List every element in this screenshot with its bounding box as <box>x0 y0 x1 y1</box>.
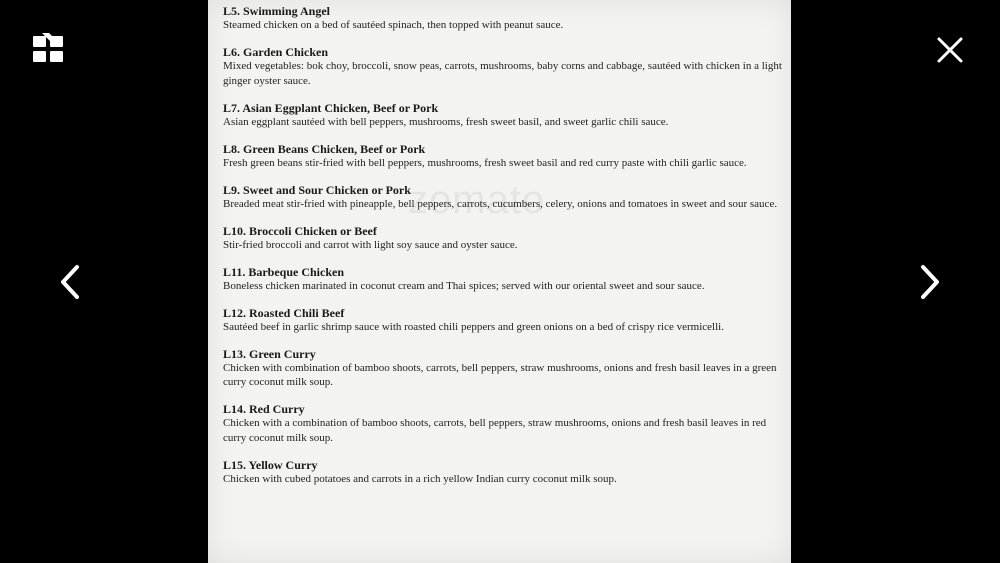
menu-item-description: Steamed chicken on a bed of sautéed spinach, then topped with peanut sauce. <box>223 19 564 31</box>
menu-item-description: Chicken with combination of bamboo shoots, carrots, bell peppers, straw mushrooms, onions and fresh basil leaves in a green curry coconut milk soup. <box>223 361 777 388</box>
menu-item-title: L15. Yellow Curry <box>223 457 318 472</box>
menu-item <box>223 347 783 390</box>
menu-item-title: L11. Barbeque Chicken <box>223 264 345 279</box>
chevron-right-icon[interactable] <box>915 262 945 302</box>
menu-item-description: Fresh green beans stir-fried with bell peppers, mushrooms, fresh sweet basil and red curry paste with chili garlic sauce. <box>223 156 747 169</box>
menu-item-description: Breaded meat stir-fried with pineapple, bell peppers, carrots, cucumbers, celery, onions and tomatoes in sweet and sour sauce. <box>223 197 778 210</box>
menu-item-title: L7. Asian Eggplant Chicken, Beef or Pork <box>223 100 439 115</box>
menu-item-description: Sautéed beef in garlic shrimp sauce with roasted chili peppers and green onions on a bed of crispy rice vermicelli. <box>223 320 724 333</box>
menu-item <box>223 183 783 212</box>
menu-list <box>223 4 783 499</box>
menu-item-description: Boneless chicken marinated in coconut cream and Thai spices; served with our oriental sweet and sour sauce. <box>223 279 705 292</box>
menu-item-title: L12. Roasted Chili Beef <box>223 305 345 320</box>
menu-item-description: Mixed vegetables: bok choy, broccoli, snow peas, carrots, mushrooms, baby corns and cabbage, sautéed with chicken in a light ginger oyster sauce. <box>223 60 782 87</box>
menu-item-title: L14. Red Curry <box>223 402 305 416</box>
menu-item-description: Chicken with cubed potatoes and carrots in a rich yellow Indian curry coconut milk soup. <box>223 472 617 485</box>
chevron-left-icon[interactable] <box>55 262 85 302</box>
menu-item <box>223 402 783 445</box>
menu-item <box>223 458 783 487</box>
menu-item-title: L5. Swimming Angel <box>223 4 331 18</box>
menu-item <box>223 4 783 33</box>
menu-item-title: L8. Green Beans Chicken, Beef or Pork <box>223 141 426 156</box>
menu-item <box>223 265 783 294</box>
menu-item-description: Chicken with a combination of bamboo shoots, carrots, bell peppers, straw mushrooms, onions and fresh basil leaves in red curry coconut milk soup. <box>223 417 767 444</box>
menu-item <box>223 45 783 88</box>
menu-item-description: Stir-fried broccoli and carrot with light soy sauce and oyster sauce. <box>223 238 518 251</box>
menu-photo <box>208 0 791 563</box>
menu-item-description: Asian eggplant sautéed with bell peppers, mushrooms, fresh sweet basil, and sweet garlic chili sauce. <box>223 115 669 128</box>
menu-item <box>223 306 783 335</box>
close-icon[interactable] <box>935 35 965 65</box>
menu-item-title: L9. Sweet and Sour Chicken or Pork <box>223 182 411 197</box>
menu-item-title: L6. Garden Chicken <box>223 45 329 59</box>
menu-item <box>223 101 783 130</box>
menu-item <box>223 142 783 171</box>
grid-icon[interactable] <box>33 33 65 65</box>
menu-item-title: L10. Broccoli Chicken or Beef <box>223 223 377 238</box>
menu-item <box>223 224 783 253</box>
menu-item-title: L13. Green Curry <box>223 346 316 361</box>
watermark-text: zomato <box>408 178 546 222</box>
